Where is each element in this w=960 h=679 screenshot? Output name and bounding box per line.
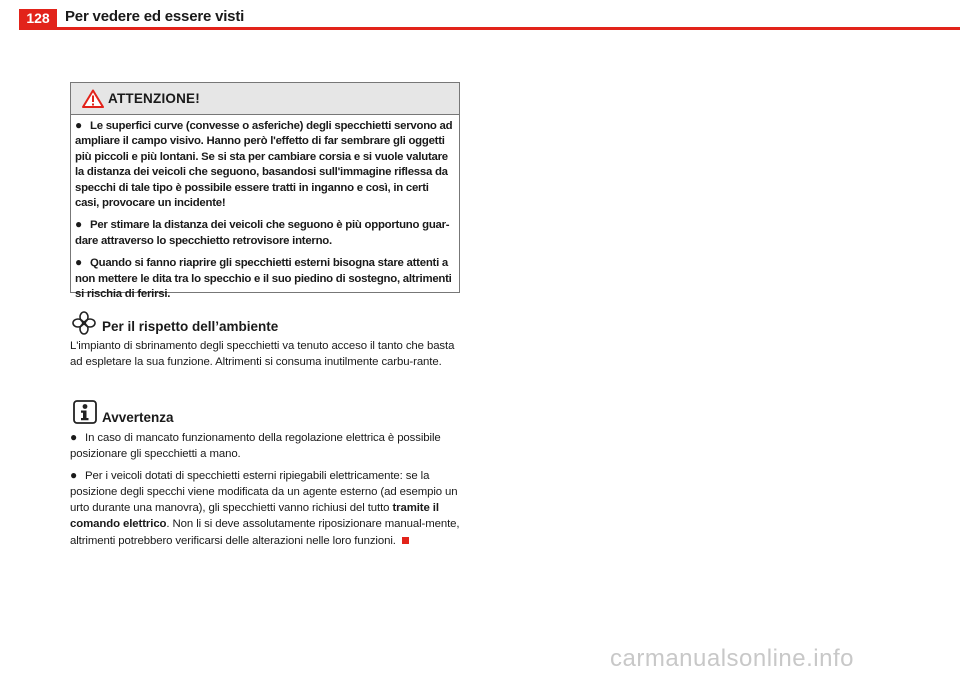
warning-body — [71, 115, 459, 302]
warning-box — [70, 82, 460, 301]
warning-item — [75, 255, 455, 302]
environment-text: L'impianto di sbrinamento degli specchietti va tenuto acceso il tanto che basta ad espletare la sua funzione. Altrimenti si consuma inutilmente carbu-rante. — [70, 340, 455, 368]
environment-section — [70, 310, 462, 370]
page-title: Per vedere ed essere visti — [65, 8, 245, 25]
environment-header — [70, 310, 462, 336]
bullet-icon: ● — [75, 255, 82, 270]
warning-triangle-icon — [82, 89, 104, 113]
note-body — [70, 429, 462, 549]
warning-header — [71, 83, 459, 115]
warning-title: ATTENZIONE! — [108, 91, 200, 106]
header-rule — [19, 27, 960, 30]
warning-item-text: Quando si fanno riaprire gli specchietti esterni bisogna stare attenti a non mettere le dita tra lo specchio e il suo piedino di sostegno, altrimenti si rischia di ferirsi. — [75, 257, 452, 301]
note-title: Avvertenza — [102, 410, 174, 425]
bullet-icon: ● — [70, 468, 78, 483]
note-item-text: Per i veicoli dotati di specchietti esterni ripiegabili elettricamente: se la posizione degli specchi viene modificata da un agente esterno (ad esempio un urto durante una manovra), gli specchietti vanno richiusi del tutto — [70, 470, 458, 515]
warning-item-text: Le superfici curve (convesse o asferiche) degli specchietti servono ad ampliare il campo visivo. Hanno però l'effetto di far sembrare gli oggetti più piccoli e più lontani. Se si sta per cambiare corsia e si vuole valutare la distanza dei veicoli che seguono, basandosi sull'immagine riflessa da specchi di tale tipo è possibile essere tratti in inganno e così, in certi casi, provocare un incidente! — [75, 120, 453, 210]
note-item-text: In caso di mancato funzionamento della regolazione elettrica è possibile posizionare gli specchietti a mano. — [70, 432, 441, 461]
bullet-icon: ● — [75, 217, 82, 232]
warning-item — [75, 118, 455, 211]
note-item-bold: tramite il comando elettrico — [70, 502, 439, 531]
watermark: carmanualsonline.info — [610, 645, 854, 672]
warning-item — [75, 217, 455, 249]
page-header — [0, 0, 960, 30]
note-item — [70, 467, 462, 548]
bullet-icon: ● — [75, 118, 82, 132]
page-number: 128 — [19, 9, 57, 28]
note-item-text: . Non li si deve assolutamente riposizionare manual-mente, altrimenti potrebbero verificarsi delle alterazioni nelle loro funzioni. — [70, 518, 460, 547]
info-person-icon — [73, 400, 97, 429]
note-header — [70, 400, 462, 427]
flower-icon — [72, 311, 96, 340]
note-section — [70, 400, 462, 554]
section-end-marker — [402, 537, 409, 544]
warning-item-text: Per stimare la distanza dei veicoli che seguono è più opportuno guar-dare attraverso lo specchietto retrovisore interno. — [75, 219, 450, 247]
environment-title: Per il rispetto dell’ambiente — [102, 319, 279, 334]
bullet-icon: ● — [70, 430, 78, 444]
note-item — [70, 429, 462, 462]
